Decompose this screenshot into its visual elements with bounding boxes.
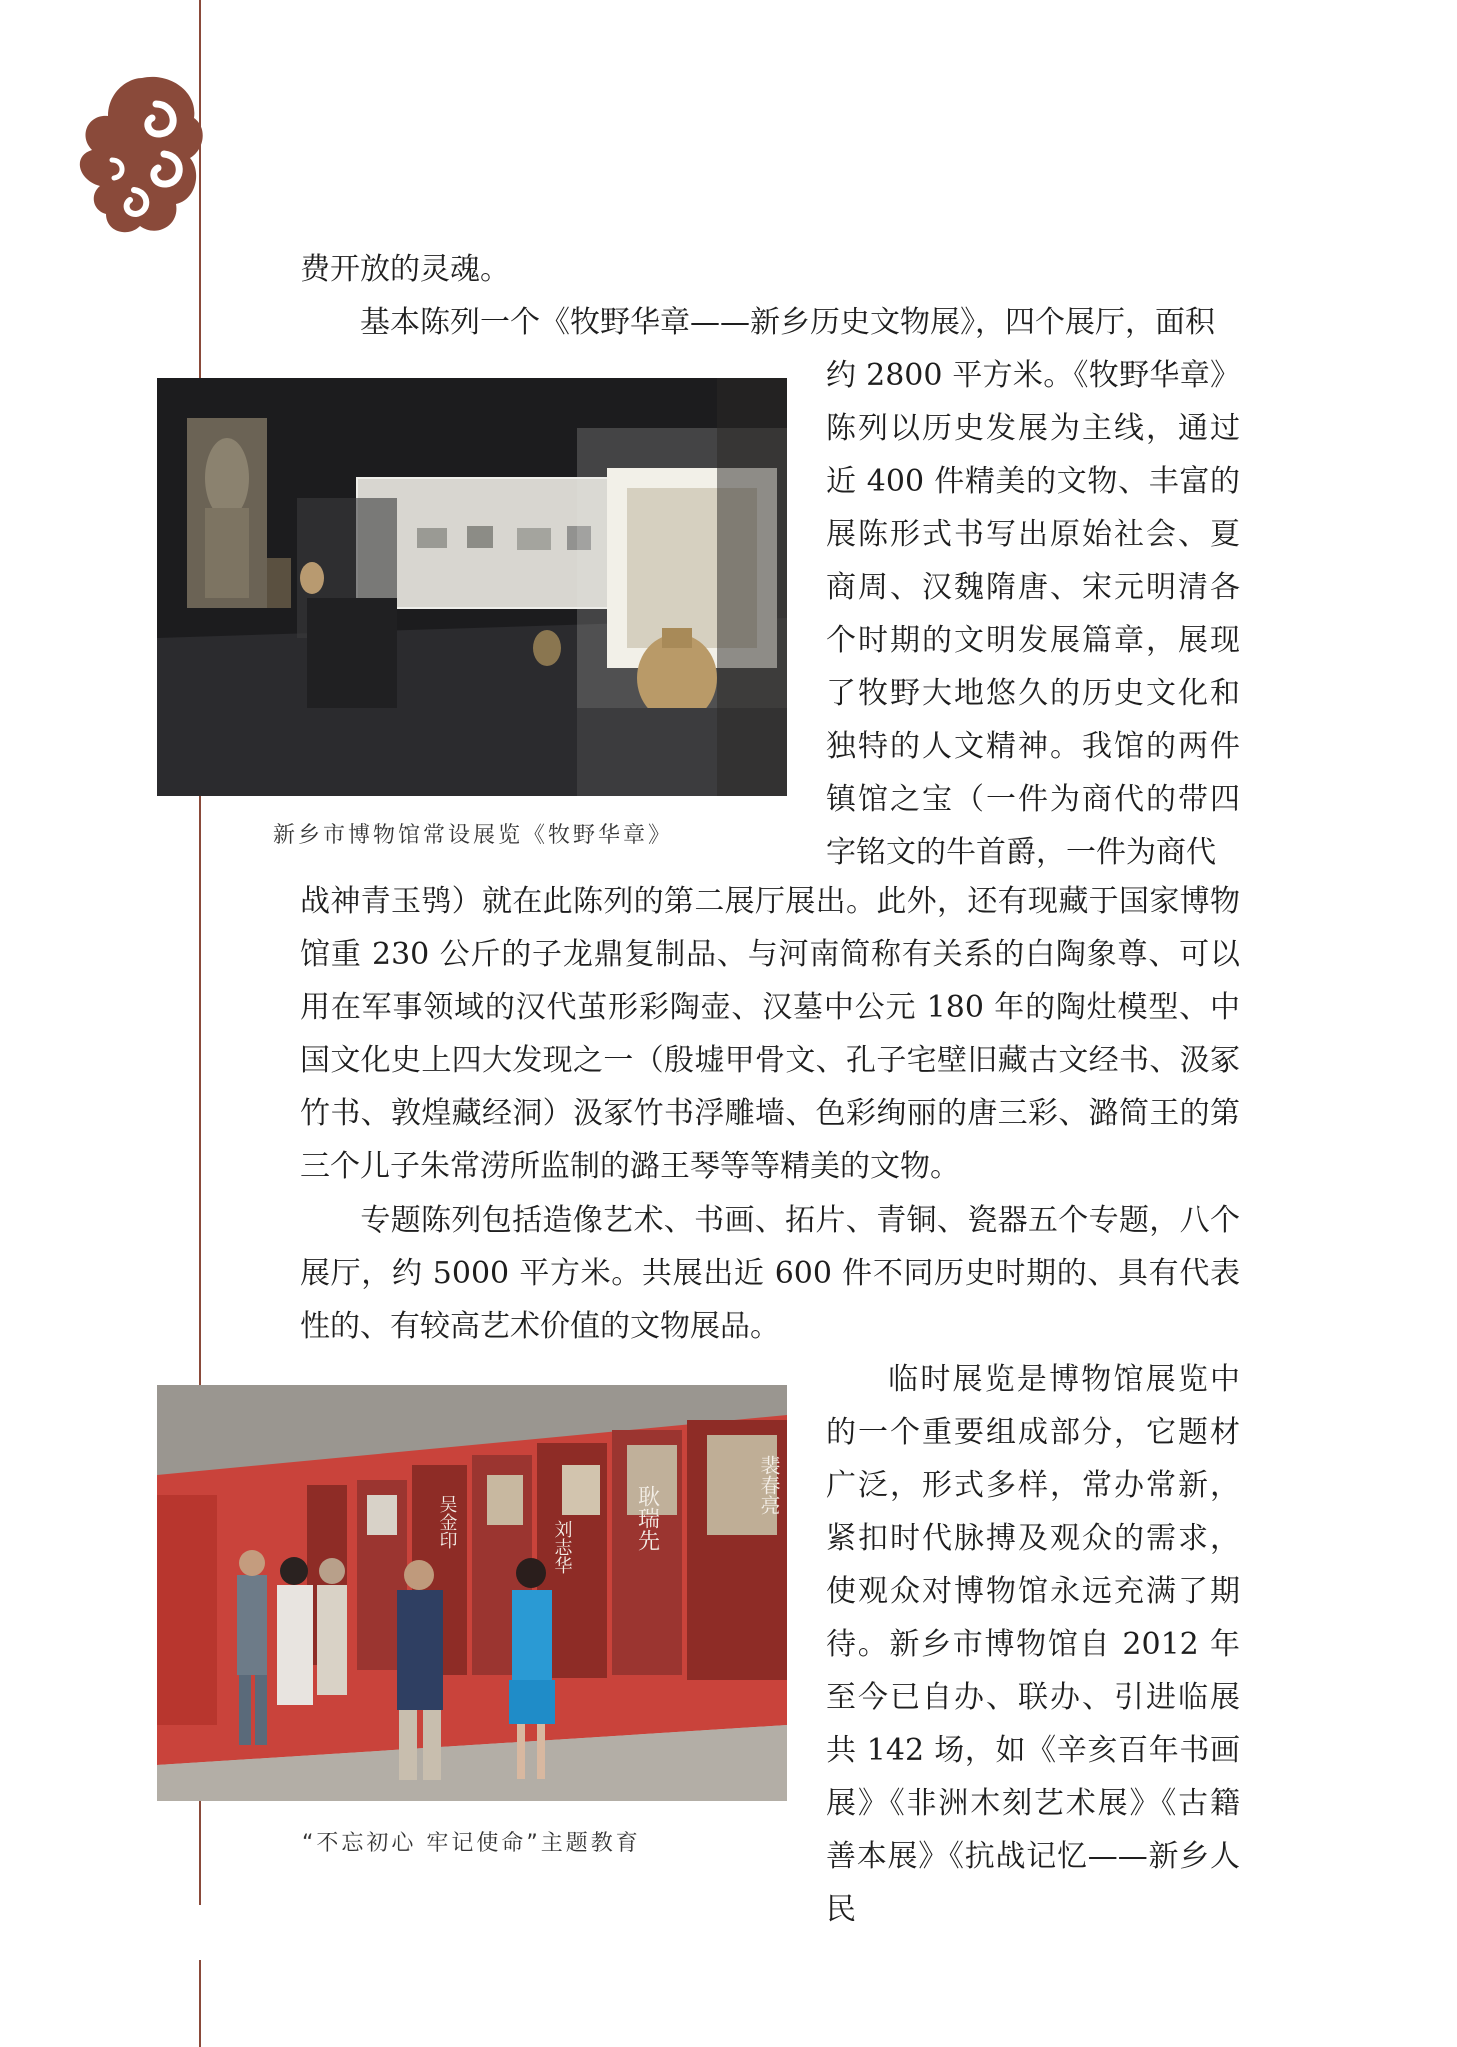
paragraph-temporary-exhibit: 临时展览是博物馆展览中的一个重要组成部分，它题材广泛，形式多样，常办常新，紧扣时代脉搏及观众的需求，使观众对博物馆永远充满了期待。新乡市博物馆自 2012 年至今已自办、联办、引进临展共 142 场，如《辛亥百年书画展》《非洲木刻艺术展》《古籍善本展》《抗战记忆——新乡人民 (826, 1362, 1240, 1927)
exhibition-hall-photo (157, 378, 787, 796)
panel-name-2: 吴金印 (436, 1495, 458, 1549)
panel-name-4: 裴春亮 (757, 1455, 781, 1515)
exhibition-hall-illustration (157, 378, 787, 796)
theme-education-illustration (157, 1385, 787, 1801)
cloud-ornament-icon (72, 70, 204, 240)
panel-name-3: 刘志华 (551, 1520, 573, 1574)
paragraph-basic-exhibit-wrap: 约 2800 平方米。《牧野华章》陈列以历史发展为主线，通过近 400 件精美的文物、丰富的展陈形式书写出原始社会、夏商周、汉魏隋唐、宋元明清各个时期的文明发展篇章，展现了牧野大地悠久的历史文化和独特的人文精神。我馆的两件镇馆之宝（一件为商代的带四字铭文的牛首爵，一件为商代 (826, 358, 1240, 870)
theme-education-photo (157, 1385, 787, 1801)
panel-name-1: 耿瑞先 (634, 1485, 660, 1551)
paragraph-basic-exhibit-tail: 战神青玉鸮）就在此陈列的第二展厅展出。此外，还有现藏于国家博物馆重 230 公斤的子龙鼎复制品、与河南简称有关系的白陶象尊、可以用在军事领域的汉代茧形彩陶壶、汉墓中公元 180 年的陶灶模型、中国文化史上四大发现之一（殷墟甲骨文、孔子宅壁旧藏古文经书、汲冢竹书、敦煌藏经洞）汲冢竹书浮雕墙、色彩绚丽的唐三彩、潞简王的第三个儿子朱常涝所监制的潞王琴等等精美的文物。 (300, 884, 1240, 1184)
paragraph-continuation: 费开放的灵魂。 (300, 252, 510, 287)
figure-caption-1: 新乡市博物馆常设展览《牧野华章》 (273, 823, 674, 848)
margin-rule-bottom (199, 1960, 201, 2047)
paragraph-special-exhibit: 专题陈列包括造像艺术、书画、拓片、青铜、瓷器五个专题，八个展厅，约 5000 平方米。共展出近 600 件不同历史时期的、具有代表性的、有较高艺术价值的文物展品。 (300, 1203, 1240, 1344)
figure-caption-2: “不忘初心 牢记使命”主题教育 (302, 1831, 641, 1856)
paragraph-basic-exhibit-head: 基本陈列一个《牧野华章——新乡历史文物展》，四个展厅，面积 (360, 305, 1215, 340)
